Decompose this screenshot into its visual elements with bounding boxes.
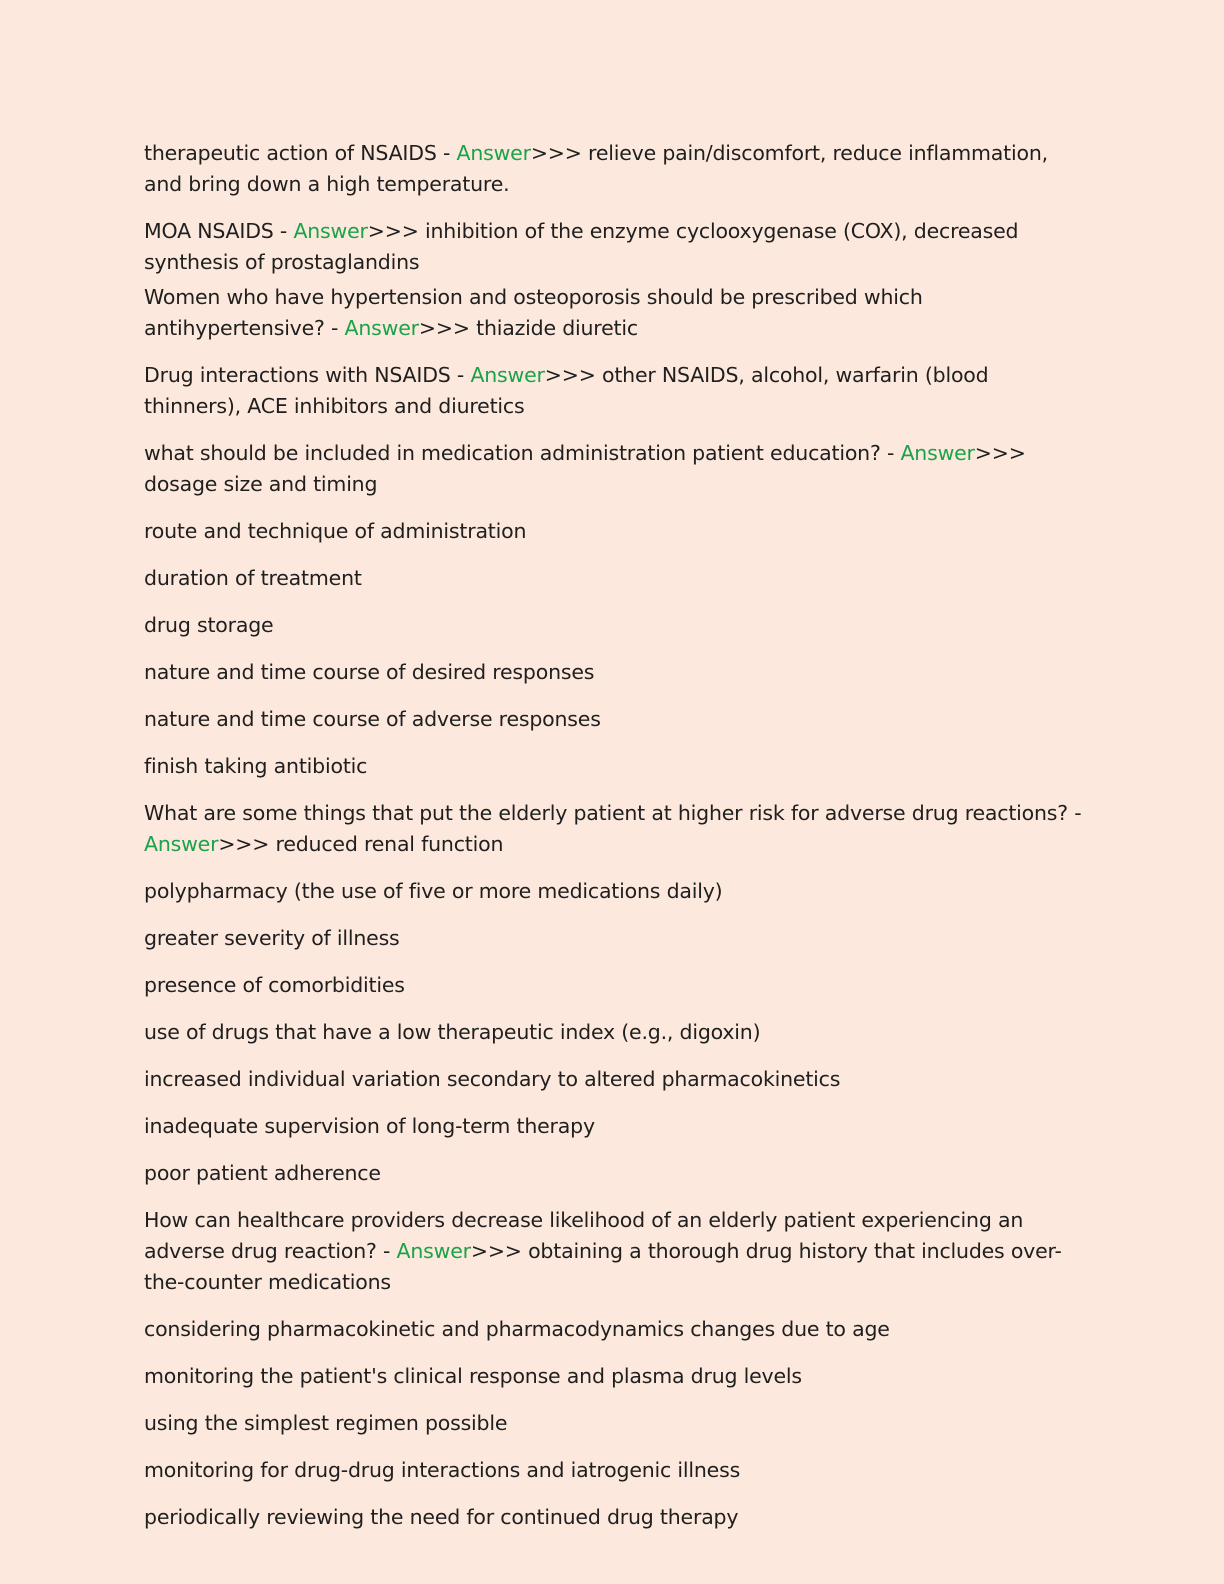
- list-item: drug storage: [144, 613, 274, 637]
- answer-text: >>> reduced renal function: [218, 832, 504, 856]
- question-text: How can healthcare providers decrease likelihood of an elderly patient experiencing an adverse drug reaction? -: [144, 1208, 1024, 1263]
- qa-paragraph-elderly-risk: [144, 798, 1084, 860]
- question-text: what should be included in medication administration patient education? -: [144, 441, 901, 465]
- answer-label: Answer: [293, 219, 368, 243]
- answer-text: >>> relieve pain/discomfort, reduce inflammation, and bring down a high temperature.: [144, 141, 1048, 196]
- list-item: considering pharmacokinetic and pharmacodynamics changes due to age: [144, 1317, 890, 1341]
- list-item: duration of treatment: [144, 566, 362, 590]
- list-item: finish taking antibiotic: [144, 754, 368, 778]
- list-item: presence of comorbidities: [144, 973, 405, 997]
- qa-paragraph-drug-interactions: [144, 360, 1084, 422]
- answer-label: Answer: [396, 1239, 471, 1263]
- answer-text: >>> inhibition of the enzyme cyclooxygenase (COX), decreased synthesis of prostaglandins: [144, 219, 1019, 274]
- document-body: [144, 138, 1084, 1549]
- list-item: nature and time course of desired responses: [144, 660, 595, 684]
- list-item: greater severity of illness: [144, 926, 400, 950]
- list-item: periodically reviewing the need for continued drug therapy: [144, 1505, 739, 1529]
- list-item: route and technique of administration: [144, 519, 527, 543]
- answer-label: Answer: [900, 441, 975, 465]
- question-text: MOA NSAIDS -: [144, 219, 294, 243]
- list-item: monitoring for drug-drug interactions and iatrogenic illness: [144, 1458, 741, 1482]
- list-item: increased individual variation secondary to altered pharmacokinetics: [144, 1067, 841, 1091]
- question-text: therapeutic action of NSAIDS -: [144, 141, 457, 165]
- qa-paragraph-antihypertensive: [144, 282, 1084, 344]
- qa-paragraph-patient-education: [144, 438, 1084, 500]
- answer-text: >>> thiazide diuretic: [418, 316, 638, 340]
- question-text: Women who have hypertension and osteoporosis should be prescribed which antihypertensive? -: [144, 285, 923, 340]
- list-item: nature and time course of adverse responses: [144, 707, 601, 731]
- list-item: using the simplest regimen possible: [144, 1411, 508, 1435]
- question-text: What are some things that put the elderly patient at higher risk for adverse drug reactions? -: [144, 801, 1082, 825]
- qa-paragraph-decrease-adr: [144, 1205, 1084, 1298]
- list-item: poor patient adherence: [144, 1161, 381, 1185]
- answer-label: Answer: [456, 141, 531, 165]
- list-item: polypharmacy (the use of five or more medications daily): [144, 879, 723, 903]
- answer-label: Answer: [144, 832, 219, 856]
- list-item: monitoring the patient's clinical response and plasma drug levels: [144, 1364, 802, 1388]
- question-text: Drug interactions with NSAIDS -: [144, 363, 471, 387]
- qa-paragraph-nsaid-moa: [144, 216, 1084, 278]
- answer-text: >>> dosage size and timing: [144, 441, 1026, 496]
- answer-text: >>> obtaining a thorough drug history that includes over-the-counter medications: [144, 1239, 1062, 1294]
- list-item: inadequate supervision of long-term therapy: [144, 1114, 595, 1138]
- answer-label: Answer: [344, 316, 419, 340]
- answer-label: Answer: [470, 363, 545, 387]
- list-item: use of drugs that have a low therapeutic index (e.g., digoxin): [144, 1020, 761, 1044]
- answer-text: >>> other NSAIDS, alcohol, warfarin (blood thinners), ACE inhibitors and diuretics: [144, 363, 989, 418]
- qa-paragraph-nsaid-action: [144, 138, 1084, 200]
